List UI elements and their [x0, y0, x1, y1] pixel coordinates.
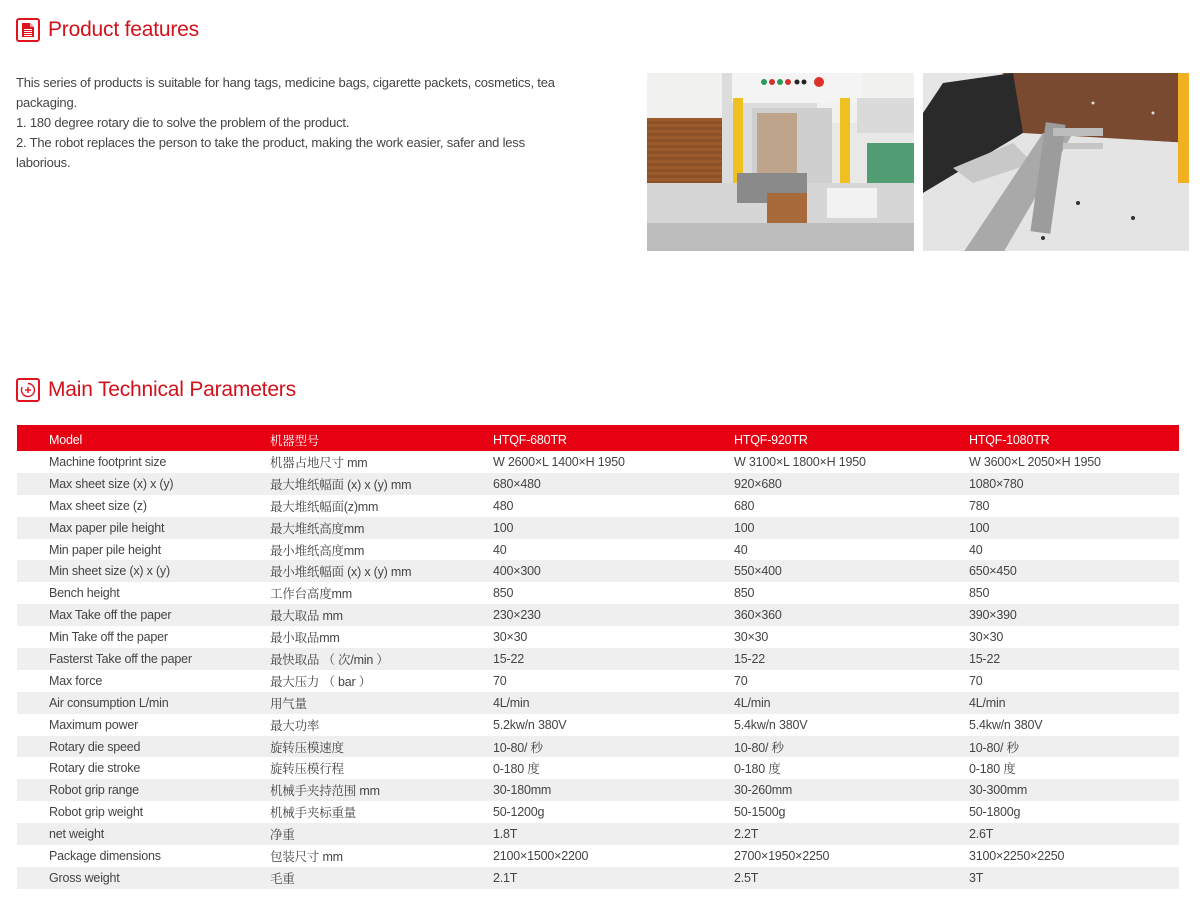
param-name-cn: 机器占地尺寸 mm — [270, 455, 368, 470]
value-1080tr: 100 — [969, 517, 1179, 539]
table-row — [17, 692, 1179, 714]
circle-plus-icon — [16, 378, 40, 402]
value-1080tr: 40 — [969, 542, 983, 557]
table-row — [17, 539, 1179, 561]
param-name-en: Fasterst Take off the paper — [17, 648, 270, 670]
value-1080tr: 650×450 — [969, 560, 1179, 582]
param-name-en: Bench height — [49, 586, 120, 601]
param-name-en: Machine footprint size — [49, 454, 167, 469]
value-920tr: W 3100×L 1800×H 1950 — [734, 454, 866, 469]
value-920tr: 15-22 — [734, 648, 969, 670]
robot-gripper-closeup-photo — [923, 73, 1189, 251]
value-1080tr: 4L/min — [969, 692, 1179, 714]
value-920tr: 0-180 度 — [734, 762, 781, 777]
header-htqf-1080tr: HTQF-1080TR — [969, 425, 1179, 451]
param-name-cn: 最大堆纸幅面(z)mm — [270, 499, 379, 514]
value-1080tr: 5.4kw/n 380V — [969, 717, 1043, 732]
param-name-cn: 旋转压模速度 — [270, 736, 493, 758]
description-paragraph: This series of products is suitable for hang tags, medicine bags, cigarette packets, cosmetics, tea packaging. — [16, 75, 555, 110]
param-name-en: Max sheet size (x) x (y) — [17, 473, 270, 495]
value-680tr: 0-180 度 — [493, 762, 540, 777]
table-row — [17, 648, 1179, 670]
technical-parameters-heading — [16, 378, 296, 402]
value-680tr: 5.2kw/n 380V — [493, 717, 567, 732]
value-920tr: 30-260mm — [734, 779, 969, 801]
table-row — [17, 823, 1179, 845]
value-680tr: 850 — [493, 586, 514, 601]
table-row — [17, 845, 1179, 867]
param-name-en: Max force — [49, 673, 103, 688]
param-name-en: Package dimensions — [49, 848, 161, 863]
value-1080tr: 3T — [969, 867, 1179, 889]
param-name-en: Max sheet size (z) — [49, 498, 147, 513]
value-1080tr: 850 — [969, 586, 990, 601]
value-920tr: 50-1500g — [734, 805, 786, 820]
table-row — [17, 867, 1179, 889]
param-name-en: Max paper pile height — [17, 517, 270, 539]
value-680tr: 70 — [493, 673, 507, 688]
param-name-cn: 最小取品mm — [270, 631, 340, 646]
param-name-cn: 最小堆纸幅面 (x) x (y) mm — [270, 560, 493, 582]
value-680tr: 230×230 — [493, 604, 734, 626]
param-name-en: net weight — [17, 823, 270, 845]
value-920tr: 2.2T — [734, 823, 969, 845]
value-1080tr: 2.6T — [969, 823, 1179, 845]
value-920tr: 5.4kw/n 380V — [734, 717, 808, 732]
value-920tr: 70 — [734, 673, 748, 688]
value-920tr: 2700×1950×2250 — [734, 848, 830, 863]
param-name-cn: 工作台高度mm — [270, 587, 352, 602]
param-name-en: Gross weight — [17, 867, 270, 889]
document-icon — [16, 18, 40, 42]
param-name-cn: 最大堆纸高度mm — [270, 517, 493, 539]
value-1080tr: 0-180 度 — [969, 762, 1016, 777]
table-row — [17, 495, 1179, 517]
table-row — [17, 736, 1179, 758]
table-row — [17, 582, 1179, 604]
table-row — [17, 757, 1179, 779]
param-name-cn: 机械手夹持范围 mm — [270, 779, 493, 801]
param-name-en: Max Take off the paper — [17, 604, 270, 626]
value-680tr: 40 — [493, 542, 507, 557]
table-row — [17, 451, 1179, 473]
value-680tr: 30×30 — [493, 630, 528, 645]
param-name-cn: 净重 — [270, 823, 493, 845]
value-1080tr: 30×30 — [969, 630, 1004, 645]
value-680tr: 30-180mm — [493, 779, 734, 801]
param-name-en: Robot grip range — [17, 779, 270, 801]
value-680tr: 10-80/ 秒 — [493, 736, 734, 758]
machine-front-view-photo — [647, 73, 914, 251]
value-680tr: 50-1200g — [493, 805, 545, 820]
value-680tr: 480 — [493, 498, 514, 513]
value-920tr: 30×30 — [734, 630, 769, 645]
param-name-cn: 最快取品 （ 次/min ） — [270, 648, 493, 670]
param-name-en: Rotary die speed — [17, 736, 270, 758]
value-1080tr: 30-300mm — [969, 779, 1179, 801]
value-680tr: 15-22 — [493, 648, 734, 670]
param-name-en: Robot grip weight — [49, 805, 143, 820]
value-920tr: 4L/min — [734, 692, 969, 714]
value-920tr: 850 — [734, 586, 755, 601]
param-name-en: Min paper pile height — [49, 542, 161, 557]
param-name-cn: 毛重 — [270, 867, 493, 889]
value-1080tr: 10-80/ 秒 — [969, 736, 1179, 758]
value-1080tr: 1080×780 — [969, 473, 1179, 495]
table-row — [17, 670, 1179, 692]
value-1080tr: W 3600×L 2050×H 1950 — [969, 454, 1101, 469]
param-name-cn: 最大压力 （ bar ） — [270, 674, 372, 689]
header-model-cn: 机器型号 — [270, 425, 493, 451]
value-680tr: 100 — [493, 517, 734, 539]
description-point-1: 1. 180 degree rotary die to solve the problem of the product. — [16, 115, 350, 130]
table-row — [17, 714, 1179, 736]
value-1080tr: 50-1800g — [969, 805, 1021, 820]
table-row — [17, 517, 1179, 539]
section-title: Main Technical Parameters — [48, 378, 296, 401]
header-htqf-680tr: HTQF-680TR — [493, 425, 734, 451]
value-920tr: 2.5T — [734, 867, 969, 889]
value-920tr: 360×360 — [734, 604, 969, 626]
value-920tr: 920×680 — [734, 473, 969, 495]
param-name-cn: 包装尺寸 mm — [270, 849, 343, 864]
value-1080tr: 780 — [969, 498, 990, 513]
value-680tr: 1.8T — [493, 823, 734, 845]
header-htqf-920tr: HTQF-920TR — [734, 425, 969, 451]
value-1080tr: 390×390 — [969, 604, 1179, 626]
table-row — [17, 604, 1179, 626]
value-680tr: 400×300 — [493, 560, 734, 582]
param-name-cn: 机械手夹标重量 — [270, 806, 357, 821]
table-header-row — [17, 425, 1179, 451]
param-name-cn: 最小堆纸高度mm — [270, 543, 365, 558]
value-680tr: 4L/min — [493, 692, 734, 714]
table-row — [17, 801, 1179, 823]
value-1080tr: 3100×2250×2250 — [969, 848, 1065, 863]
value-920tr: 680 — [734, 498, 755, 513]
table-row — [17, 473, 1179, 495]
value-1080tr: 70 — [969, 673, 983, 688]
param-name-en: Min sheet size (x) x (y) — [17, 560, 270, 582]
value-1080tr: 15-22 — [969, 648, 1179, 670]
param-name-cn: 旋转压模行程 — [270, 762, 344, 777]
value-920tr: 40 — [734, 542, 748, 557]
param-name-cn: 最大取品 mm — [270, 604, 493, 626]
param-name-cn: 最大堆纸幅面 (x) x (y) mm — [270, 473, 493, 495]
value-920tr: 550×400 — [734, 560, 969, 582]
section-title: Product features — [48, 18, 199, 41]
value-680tr: W 2600×L 1400×H 1950 — [493, 454, 625, 469]
param-name-en: Rotary die stroke — [49, 761, 141, 776]
table-row — [17, 560, 1179, 582]
product-description — [16, 73, 556, 173]
value-680tr: 680×480 — [493, 473, 734, 495]
value-680tr: 2.1T — [493, 867, 734, 889]
value-680tr: 2100×1500×2200 — [493, 848, 589, 863]
value-920tr: 10-80/ 秒 — [734, 736, 969, 758]
technical-parameters-table — [17, 425, 1179, 889]
param-name-en: Maximum power — [49, 717, 139, 732]
value-920tr: 100 — [734, 517, 969, 539]
description-point-2: 2. The robot replaces the person to take the product, making the work easier, safer and less laborious. — [16, 135, 525, 170]
product-features-heading — [16, 18, 199, 42]
table-row — [17, 779, 1179, 801]
table-row — [17, 626, 1179, 648]
header-model-en: Model — [17, 425, 270, 451]
param-name-cn: 最大功率 — [270, 718, 320, 733]
param-name-en: Min Take off the paper — [49, 630, 168, 645]
param-name-en: Air consumption L/min — [17, 692, 270, 714]
param-name-cn: 用气量 — [270, 692, 493, 714]
